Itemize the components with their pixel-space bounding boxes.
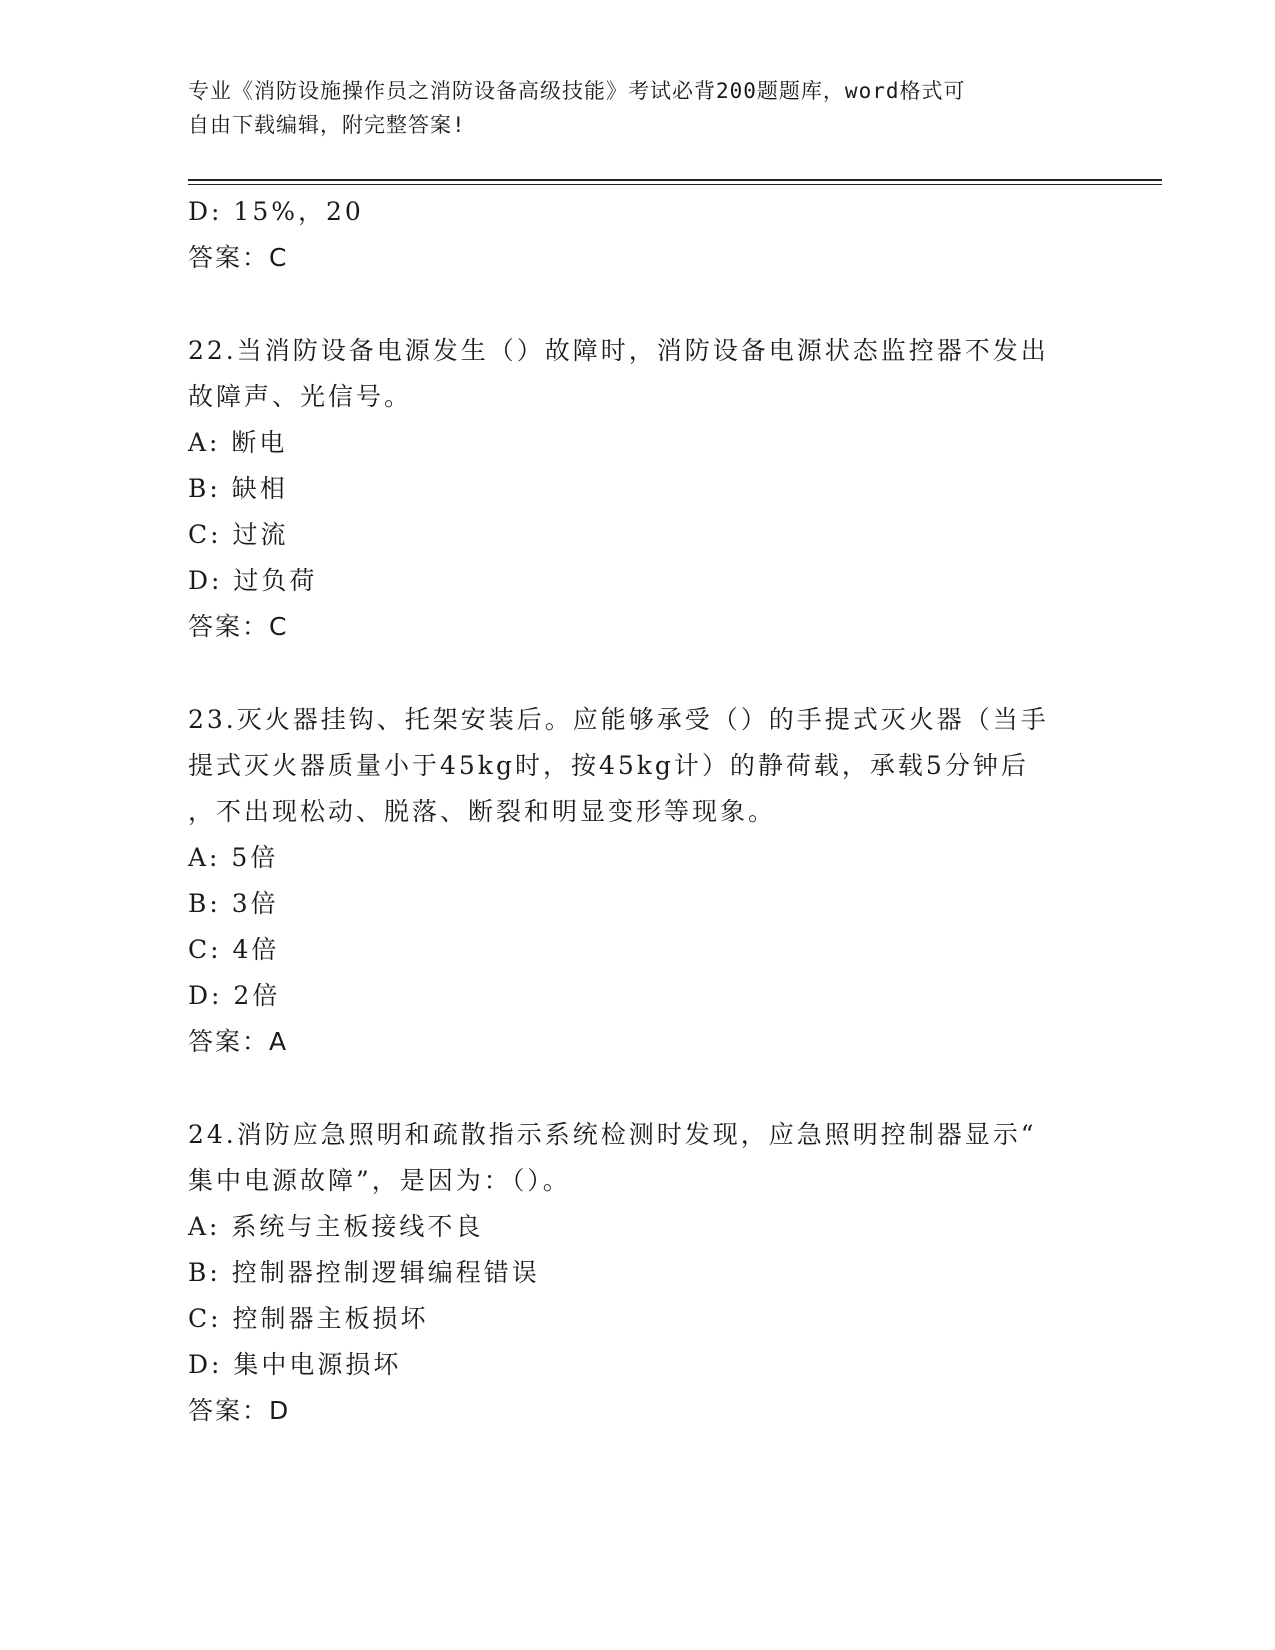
option-b: B: 3倍 — [188, 889, 279, 918]
option-d: D: 2倍 — [188, 981, 281, 1010]
question-stem-line: 22.当消防设备电源发生（）故障时，消防设备电源状态监控器不发出 — [188, 336, 1049, 365]
header-divider-thick — [188, 179, 1162, 181]
option-a: A: 系统与主板接线不良 — [188, 1212, 484, 1241]
answer-line: 答案：A — [188, 1027, 289, 1056]
question-23 — [188, 697, 1088, 1065]
question-content — [188, 189, 1088, 1434]
question-24 — [188, 1112, 1088, 1434]
question-stem-line: 23.灭火器挂钩、托架安装后。应能够承受（）的手提式灭火器（当手 — [188, 705, 1049, 734]
question-22 — [188, 328, 1088, 650]
document-header — [188, 74, 1088, 142]
header-line-2: 自由下载编辑，附完整答案! — [188, 113, 466, 137]
option-d: D: 过负荷 — [188, 566, 318, 595]
option-a: A: 5倍 — [188, 843, 279, 872]
option-d: D: 15%，20 — [188, 197, 364, 226]
question-stem-line: 提式灭火器质量小于45kg时，按45kg计）的静荷载，承载5分钟后 — [188, 751, 1029, 780]
option-c: C: 过流 — [188, 520, 289, 549]
header-line-1: 专业《消防设施操作员之消防设备高级技能》考试必背200题题库，word格式可 — [188, 79, 966, 103]
answer-line: 答案：D — [188, 1396, 291, 1425]
question-stem-line: 故障声、光信号。 — [188, 382, 413, 411]
previous-question-tail — [188, 189, 1088, 281]
answer-line: 答案：C — [188, 612, 289, 641]
option-d: D: 集中电源损坏 — [188, 1350, 402, 1379]
option-c: C: 控制器主板损坏 — [188, 1304, 429, 1333]
option-b: B: 控制器控制逻辑编程错误 — [188, 1258, 540, 1287]
header-divider-thin — [188, 184, 1162, 185]
answer-line: 答案：C — [188, 243, 289, 272]
question-stem-line: 24.消防应急照明和疏散指示系统检测时发现，应急照明控制器显示“ — [188, 1120, 1037, 1149]
question-stem-line: ，不出现松动、脱落、断裂和明显变形等现象。 — [188, 797, 777, 826]
option-b: B: 缺相 — [188, 474, 288, 503]
question-stem-line: 集中电源故障”，是因为：（）。 — [188, 1166, 571, 1195]
option-a: A: 断电 — [188, 428, 288, 457]
option-c: C: 4倍 — [188, 935, 280, 964]
